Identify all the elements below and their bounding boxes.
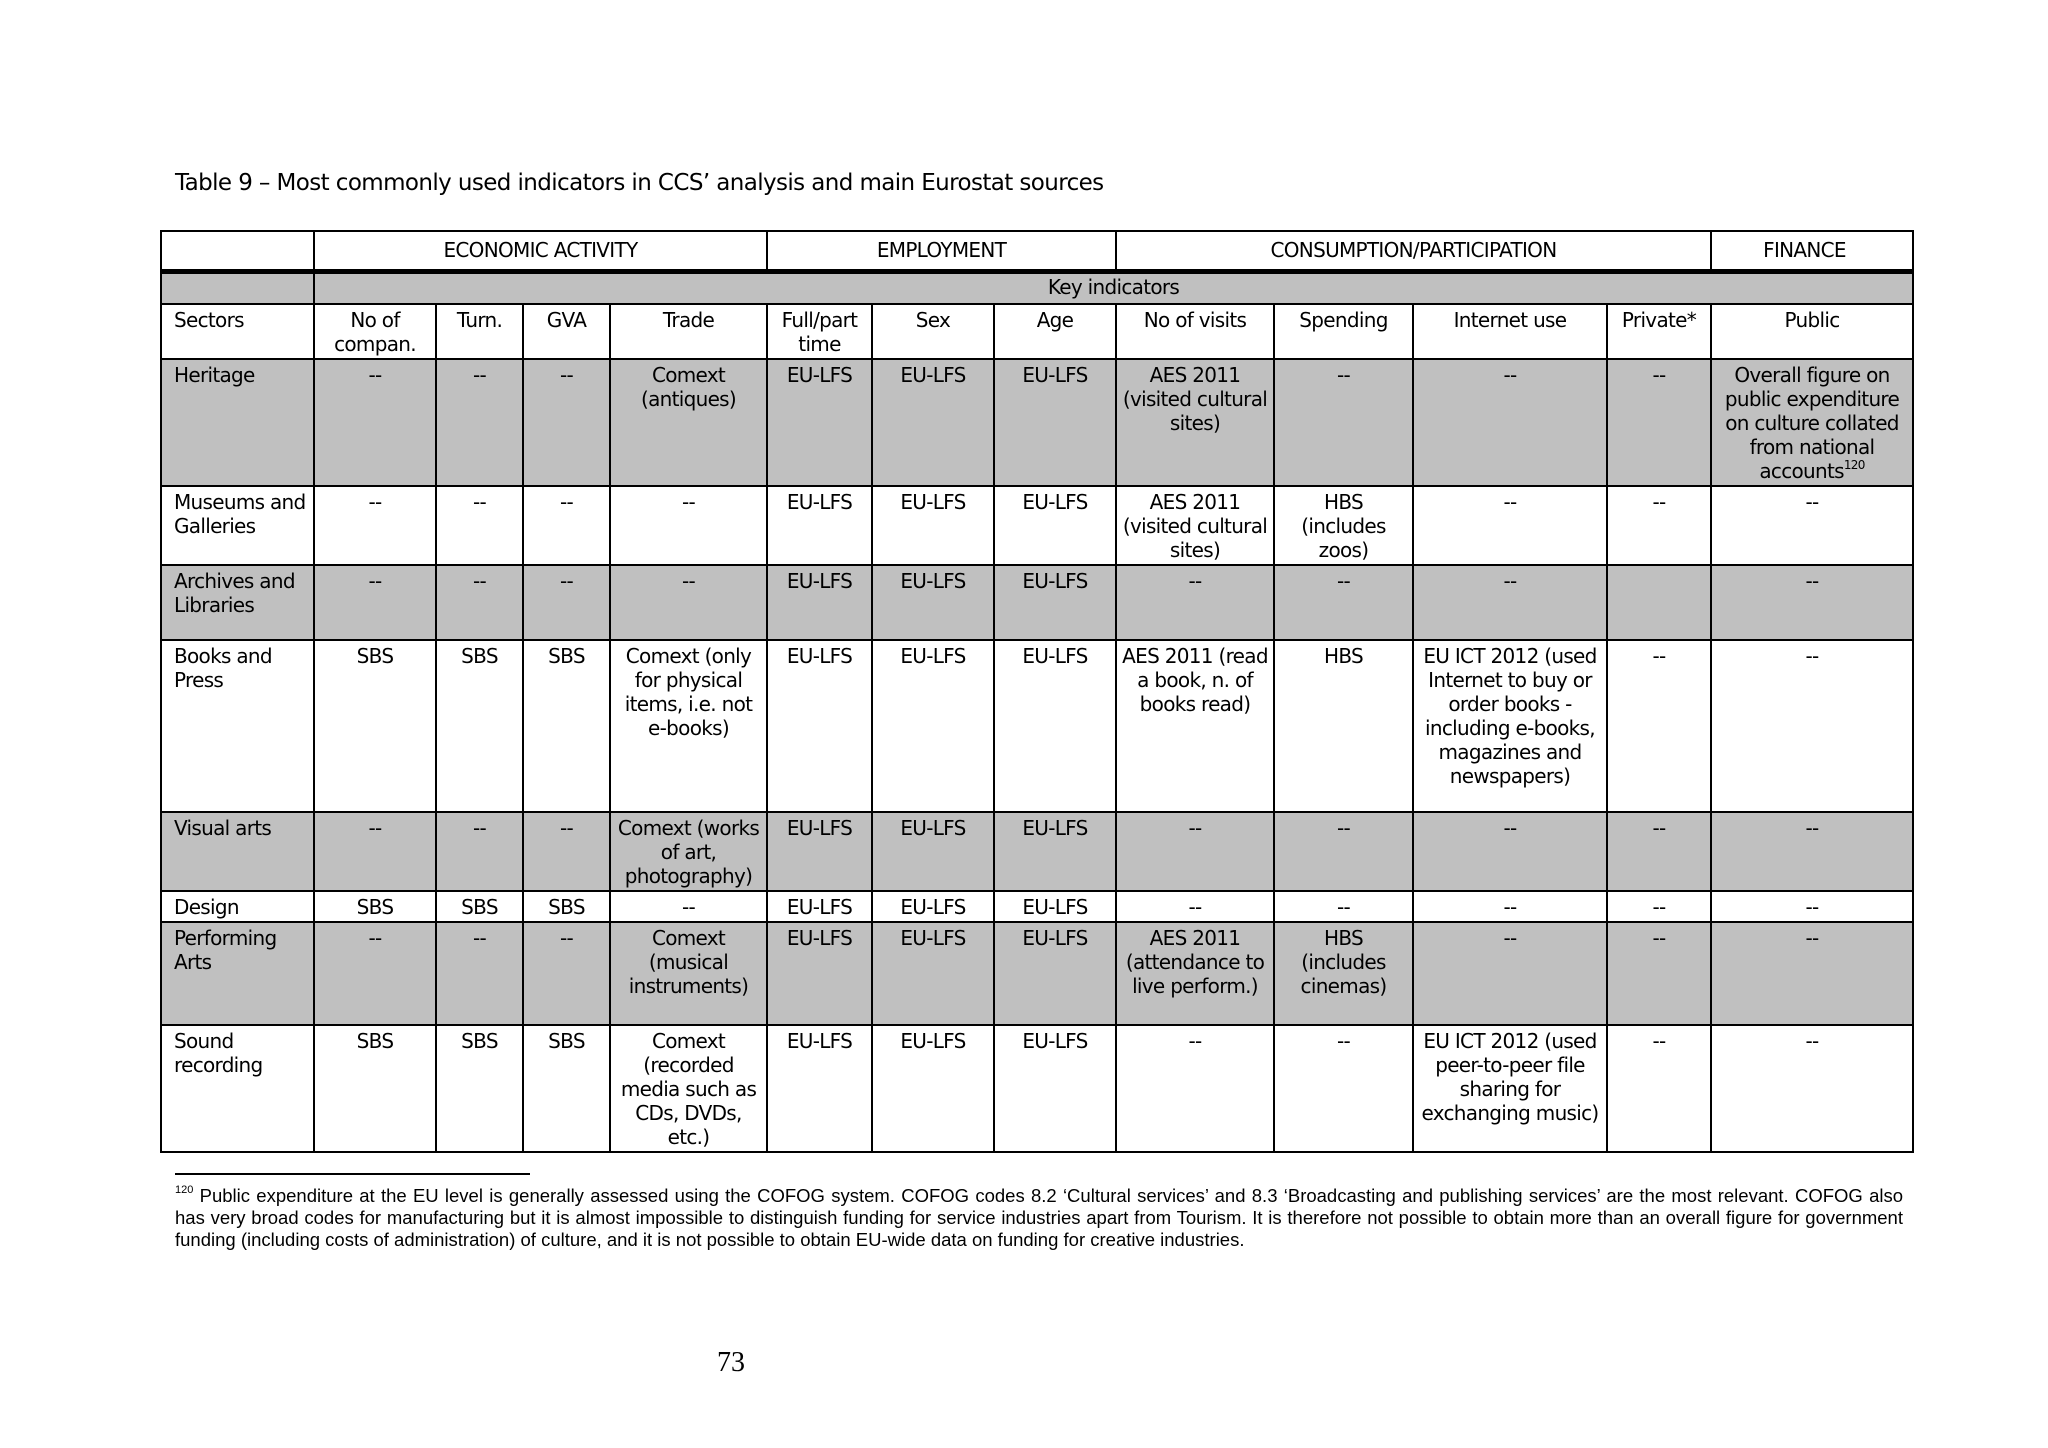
data-cell: --	[1274, 812, 1413, 891]
col-header-private: Private*	[1607, 304, 1711, 359]
footnote-text: Public expenditure at the EU level is generally assessed using the COFOG system. COFOG codes 8.2 ‘Cultural services’ and 8.3 ‘Broadcasting and publishing services’ are the most relevant. COFOG also has very broad codes for manufacturing but it is almost impossible to distinguish funding for service industries apart from Tourism. It is therefore not possible to obtain more than an overall figure for government funding (including costs of administration) of culture, and it is not possible to obtain EU-wide data on funding for creative industries.	[175, 1185, 1904, 1250]
data-cell: --	[610, 565, 767, 640]
data-cell: Comext (recorded media such as CDs, DVDs, etc.)	[610, 1025, 767, 1152]
data-cell	[1607, 565, 1711, 640]
data-cell: --	[1274, 1025, 1413, 1152]
data-cell: --	[1413, 565, 1607, 640]
col-header-sectors: Sectors	[161, 304, 314, 359]
footnote-ref: 120	[1843, 458, 1865, 472]
sector-cell: Design	[161, 891, 314, 922]
data-cell: --	[1711, 922, 1913, 1025]
col-header-no-of-companies: No of compan.	[314, 304, 436, 359]
data-cell: EU-LFS	[767, 1025, 872, 1152]
data-cell: EU-LFS	[767, 891, 872, 922]
data-cell: EU ICT 2012 (used Internet to buy or order books - including e-books, magazines and newspapers)	[1413, 640, 1607, 812]
col-header-age: Age	[994, 304, 1116, 359]
data-cell: EU-LFS	[994, 1025, 1116, 1152]
data-cell: Comext (antiques)	[610, 359, 767, 486]
data-cell: --	[523, 922, 610, 1025]
data-cell: --	[523, 359, 610, 486]
data-cell: --	[1413, 922, 1607, 1025]
col-header-gva: GVA	[523, 304, 610, 359]
data-cell: --	[314, 486, 436, 565]
data-cell: --	[314, 922, 436, 1025]
footnote-separator	[175, 1173, 530, 1175]
footnote-mark: 120	[175, 1184, 194, 1196]
data-cell: SBS	[436, 640, 523, 812]
group-finance: FINANCE	[1711, 231, 1913, 271]
data-cell: EU-LFS	[994, 359, 1116, 486]
page-number: 73	[717, 1347, 745, 1378]
data-cell: SBS	[523, 891, 610, 922]
data-cell: HBS	[1274, 640, 1413, 812]
data-cell: --	[523, 565, 610, 640]
footnote	[175, 1185, 1903, 1251]
data-cell: --	[1274, 891, 1413, 922]
group-employment: EMPLOYMENT	[767, 231, 1116, 271]
data-cell: EU-LFS	[767, 486, 872, 565]
data-cell: EU-LFS	[872, 891, 994, 922]
sector-cell: Sound recording	[161, 1025, 314, 1152]
col-header-internet-use: Internet use	[1413, 304, 1607, 359]
data-cell: --	[436, 922, 523, 1025]
data-cell: EU-LFS	[872, 922, 994, 1025]
data-cell: EU-LFS	[872, 812, 994, 891]
data-cell: --	[436, 565, 523, 640]
data-cell: SBS	[436, 891, 523, 922]
key-blank-cell	[161, 271, 314, 304]
data-cell: --	[610, 486, 767, 565]
data-cell: --	[1607, 812, 1711, 891]
data-cell: --	[610, 891, 767, 922]
col-header-spending: Spending	[1274, 304, 1413, 359]
data-cell: --	[1413, 486, 1607, 565]
data-cell: EU-LFS	[767, 812, 872, 891]
data-cell: EU-LFS	[994, 922, 1116, 1025]
sector-cell: Performing Arts	[161, 922, 314, 1025]
data-cell: --	[314, 812, 436, 891]
data-cell: --	[1711, 486, 1913, 565]
data-cell: SBS	[523, 640, 610, 812]
data-cell: SBS	[314, 640, 436, 812]
data-cell: EU-LFS	[994, 565, 1116, 640]
col-header-trade: Trade	[610, 304, 767, 359]
data-cell: --	[1413, 812, 1607, 891]
data-cell: EU-LFS	[994, 812, 1116, 891]
sector-cell: Archives and Libraries	[161, 565, 314, 640]
data-cell: HBS (includes zoos)	[1274, 486, 1413, 565]
table-row	[161, 812, 1913, 891]
sector-cell: Museums and Galleries	[161, 486, 314, 565]
group-economic-activity: ECONOMIC ACTIVITY	[314, 231, 767, 271]
data-cell: Comext (only for physical items, i.e. not e-books)	[610, 640, 767, 812]
col-header-turnover: Turn.	[436, 304, 523, 359]
group-consumption-participation: CONSUMPTION/PARTICIPATION	[1116, 231, 1711, 271]
key-indicators-row	[161, 271, 1913, 304]
data-cell: --	[523, 812, 610, 891]
col-header-full-part-time: Full/part time	[767, 304, 872, 359]
data-cell: SBS	[436, 1025, 523, 1152]
sector-cell: Books and Press	[161, 640, 314, 812]
sector-cell: Visual arts	[161, 812, 314, 891]
data-cell: EU-LFS	[872, 565, 994, 640]
sector-cell: Heritage	[161, 359, 314, 486]
data-cell: --	[1607, 922, 1711, 1025]
col-header-no-of-visits: No of visits	[1116, 304, 1274, 359]
data-cell: --	[1274, 565, 1413, 640]
data-cell: EU-LFS	[767, 922, 872, 1025]
data-cell: AES 2011 (visited cultural sites)	[1116, 359, 1274, 486]
col-header-public: Public	[1711, 304, 1913, 359]
key-indicators-label: Key indicators	[314, 271, 1913, 304]
data-cell: SBS	[314, 1025, 436, 1152]
data-cell: AES 2011 (read a book, n. of books read)	[1116, 640, 1274, 812]
data-cell: --	[1711, 812, 1913, 891]
data-cell: EU-LFS	[767, 565, 872, 640]
data-cell: --	[1116, 565, 1274, 640]
data-cell: EU ICT 2012 (used peer-to-peer file sharing for exchanging music)	[1413, 1025, 1607, 1152]
data-cell: --	[1274, 359, 1413, 486]
data-cell: EU-LFS	[994, 891, 1116, 922]
table-row	[161, 891, 1913, 922]
table-row	[161, 640, 1913, 812]
data-cell: --	[1607, 640, 1711, 812]
data-cell: EU-LFS	[872, 640, 994, 812]
data-cell: Comext (musical instruments)	[610, 922, 767, 1025]
data-cell: --	[436, 486, 523, 565]
data-cell: EU-LFS	[994, 640, 1116, 812]
data-cell: --	[1116, 891, 1274, 922]
data-cell: EU-LFS	[994, 486, 1116, 565]
data-cell: --	[1711, 640, 1913, 812]
data-cell: --	[1607, 359, 1711, 486]
data-cell: SBS	[314, 891, 436, 922]
data-cell: HBS (includes cinemas)	[1274, 922, 1413, 1025]
data-cell: --	[314, 565, 436, 640]
data-cell: --	[1607, 891, 1711, 922]
data-cell: EU-LFS	[767, 640, 872, 812]
data-cell: EU-LFS	[872, 359, 994, 486]
data-cell: --	[314, 359, 436, 486]
data-cell: --	[1413, 359, 1607, 486]
data-cell: --	[436, 812, 523, 891]
data-cell: EU-LFS	[872, 1025, 994, 1152]
data-cell: --	[436, 359, 523, 486]
table-row	[161, 359, 1913, 486]
group-blank-cell	[161, 231, 314, 271]
data-cell: --	[1711, 1025, 1913, 1152]
data-cell	[1711, 359, 1913, 486]
data-cell: SBS	[523, 1025, 610, 1152]
data-cell: --	[1116, 1025, 1274, 1152]
data-cell: --	[1116, 812, 1274, 891]
data-cell: EU-LFS	[767, 359, 872, 486]
table-caption: Table 9 – Most commonly used indicators in CCS’ analysis and main Eurostat sources	[175, 170, 1104, 196]
data-cell: AES 2011 (attendance to live perform.)	[1116, 922, 1274, 1025]
public-figure-text: Overall figure on public expenditure on culture collated from national accounts	[1724, 363, 1900, 483]
data-cell: AES 2011 (visited cultural sites)	[1116, 486, 1274, 565]
table-row	[161, 1025, 1913, 1152]
col-header-sex: Sex	[872, 304, 994, 359]
data-cell: EU-LFS	[872, 486, 994, 565]
data-cell: Comext (works of art, photography)	[610, 812, 767, 891]
table-row	[161, 922, 1913, 1025]
table-row	[161, 486, 1913, 565]
group-header-row	[161, 231, 1913, 271]
data-cell: --	[1711, 565, 1913, 640]
data-cell: --	[1607, 486, 1711, 565]
data-cell: --	[1607, 1025, 1711, 1152]
data-cell: --	[1711, 891, 1913, 922]
table-row	[161, 565, 1913, 640]
indicators-table	[160, 230, 1914, 1153]
column-header-row	[161, 304, 1913, 359]
data-cell: --	[523, 486, 610, 565]
data-cell: --	[1413, 891, 1607, 922]
